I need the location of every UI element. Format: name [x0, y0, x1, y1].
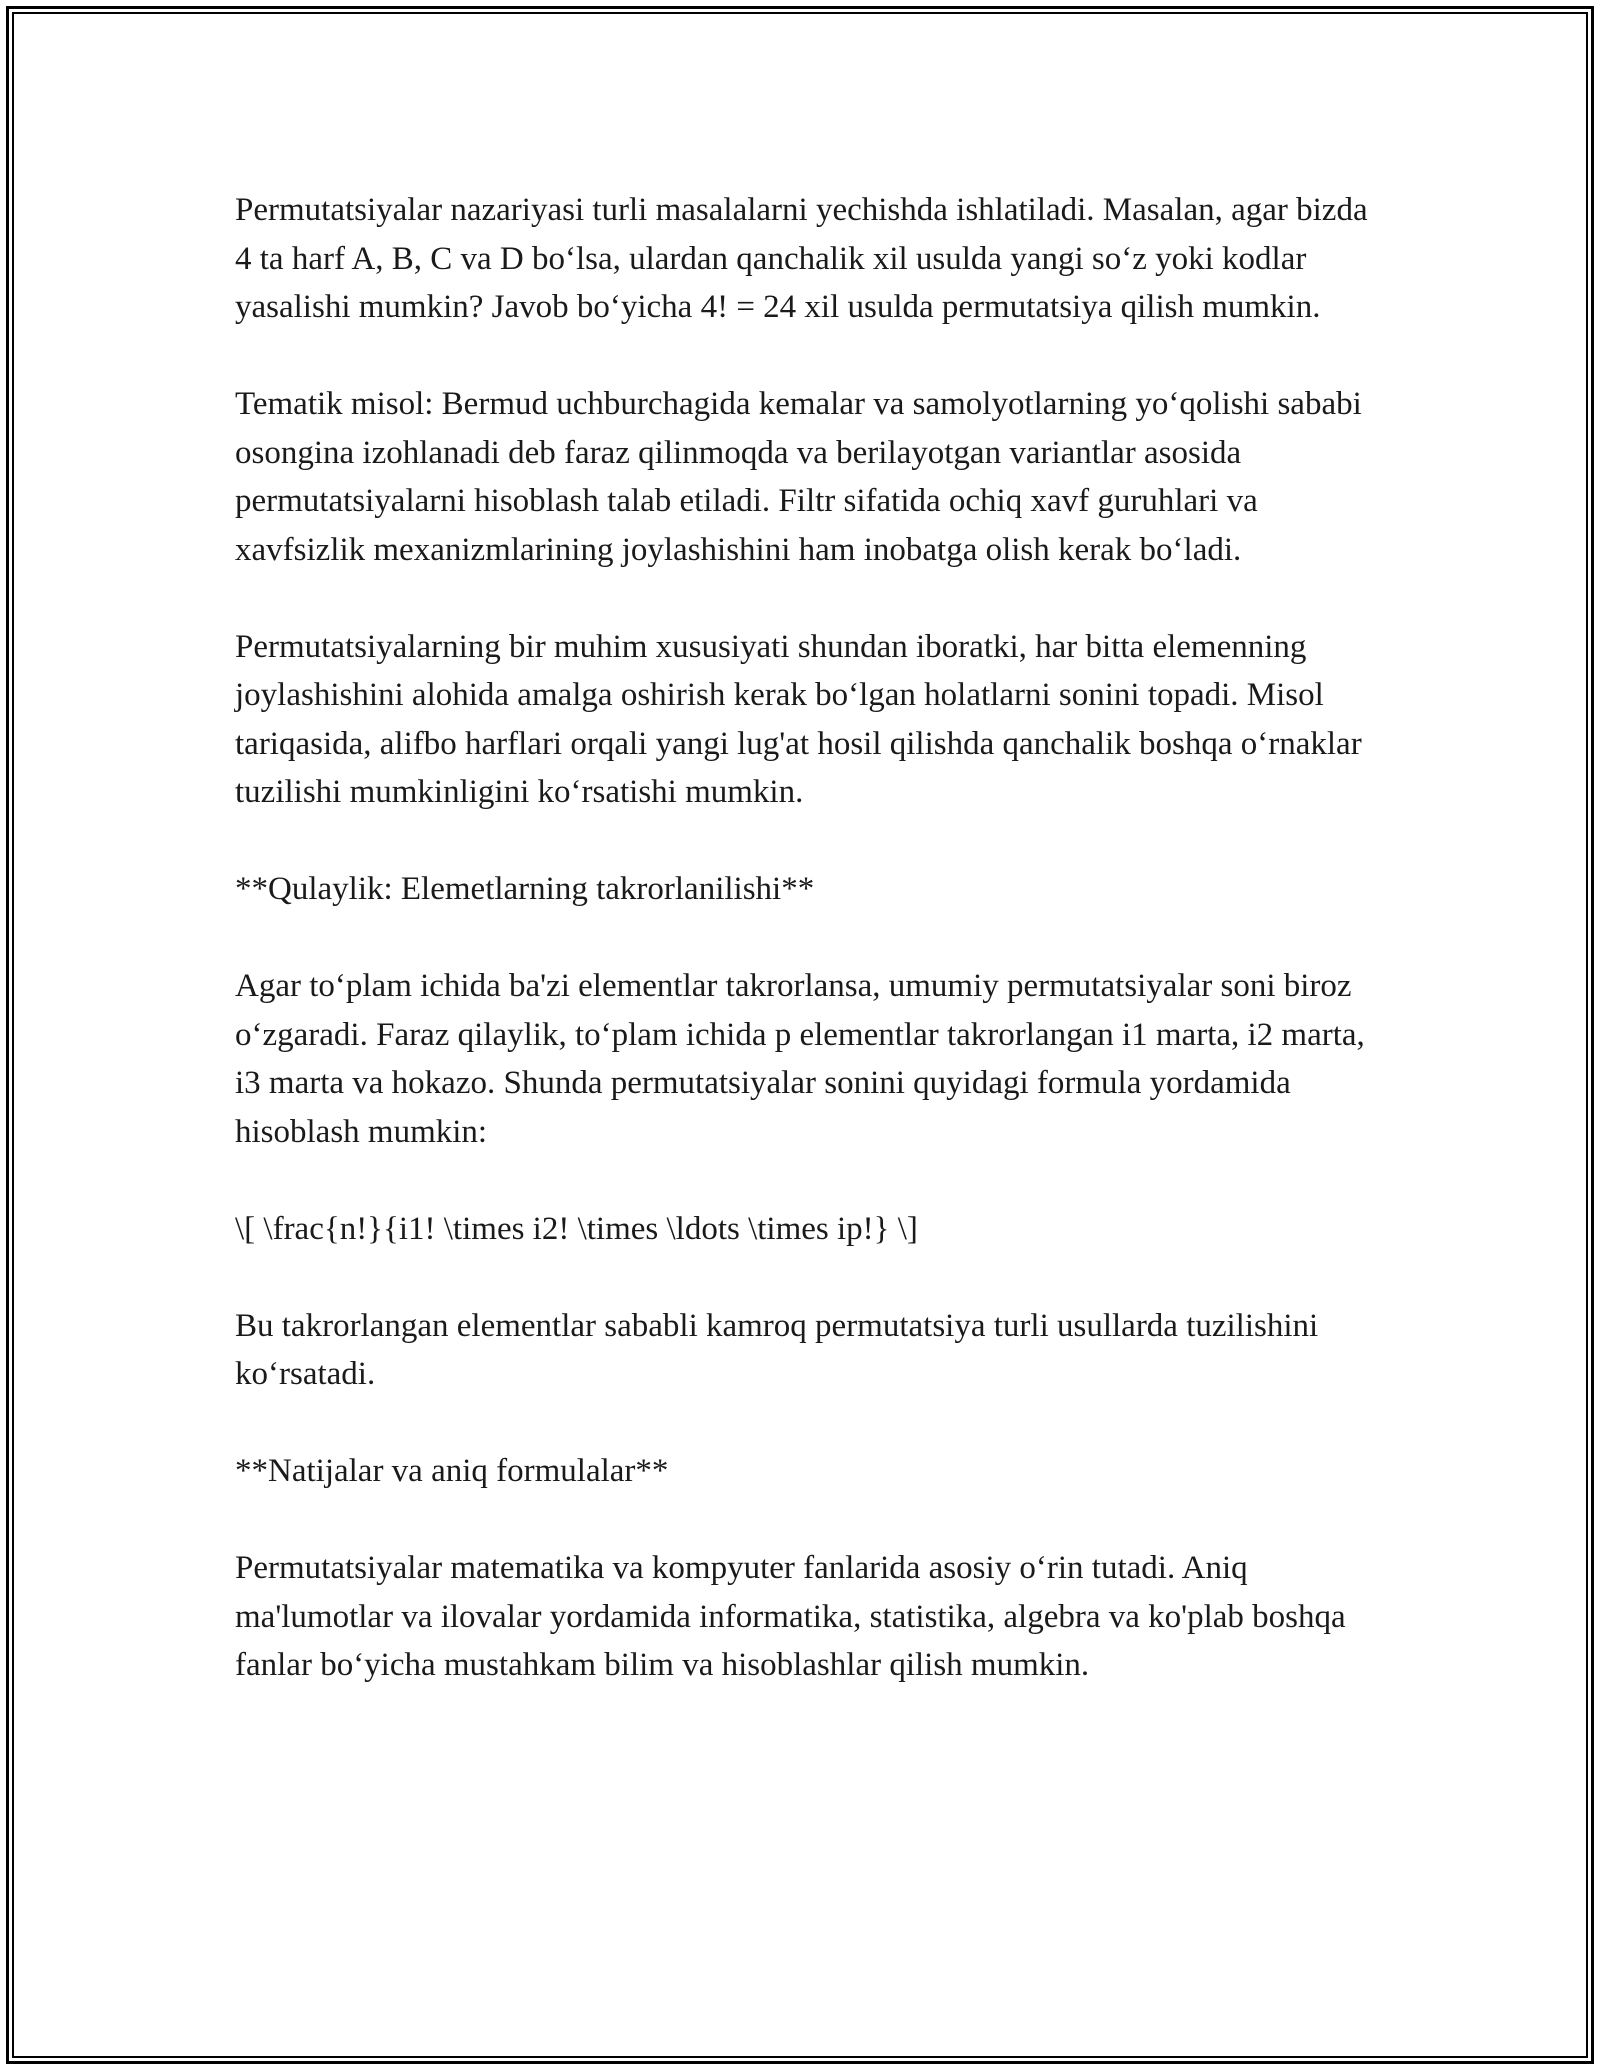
paragraph-property: Permutatsiyalarning bir muhim xususiyati shundan iboratki, har bitta elemenning joylashishini alohida amalga oshirish kerak bo‘lgan holatlarni sonini topadi. Misol tariqasida, alifbo harflari orqali yangi lug'at hosil qilishda qanchalik boshqa o‘rnaklar tuzilishi mumkinligini ko‘rsatishi mumkin.: [235, 628, 1362, 810]
paragraph-conclusion-short: Bu takrorlangan elementlar sababli kamroq permutatsiya turli usullarda tuzilishini ko‘rsatadi.: [235, 1307, 1319, 1392]
heading-repetition: **Qulaylik: Elemetlarning takrorlanilishi**: [235, 871, 815, 907]
paragraph-intro: Permutatsiyalar nazariyasi turli masalalarni yechishda ishlatiladi. Masalan, agar bizda 4 ta harf A, B, C va D bo‘lsa, ulardan qanchalik xil usulda yangi so‘z yoki kodlar yasalishi mumkin? Javob bo‘yicha 4! = 24 xil usulda permutatsiya qilish mumkin.: [235, 192, 1368, 325]
document-body: [235, 186, 1380, 1738]
formula: \[ \frac{n!}{i1! \times i2! \times \ldots \times ip!} \]: [235, 1210, 918, 1247]
paragraph-repetition: Agar to‘plam ichida ba'zi elementlar takrorlansa, umumiy permutatsiyalar soni biroz o‘zgaradi. Faraz qilaylik, to‘plam ichida p elementlar takrorlangan i1 marta, i2 marta, i3 marta va hokazo. Shunda permutatsiyalar sonini quyidagi formula yordamida hisoblash mumkin:: [235, 968, 1365, 1150]
heading-results: **Natijalar va aniq formulalar**: [235, 1453, 669, 1489]
paragraph-thematic-example: Tematik misol: Bermud uchburchagida kemalar va samolyotlarning yo‘qolishi sababi osongina izohlanadi deb faraz qilinmoqda va berilayotgan variantlar asosida permutatsiyalarni hisoblash talab etiladi. Filtr sifatida ochiq xavf guruhlari va xavfsizlik mexanizmlarining joylashishini ham inobatga olish kerak bo‘ladi.: [235, 386, 1362, 568]
paragraph-results: Permutatsiyalar matematika va kompyuter fanlarida asosiy o‘rin tutadi. Aniq ma'lumotlar va ilovalar yordamida informatika, statistika, algebra va ko'plab boshqa fanlar bo‘yicha mustahkam bilim va hisoblashlar qilish mumkin.: [235, 1550, 1346, 1683]
